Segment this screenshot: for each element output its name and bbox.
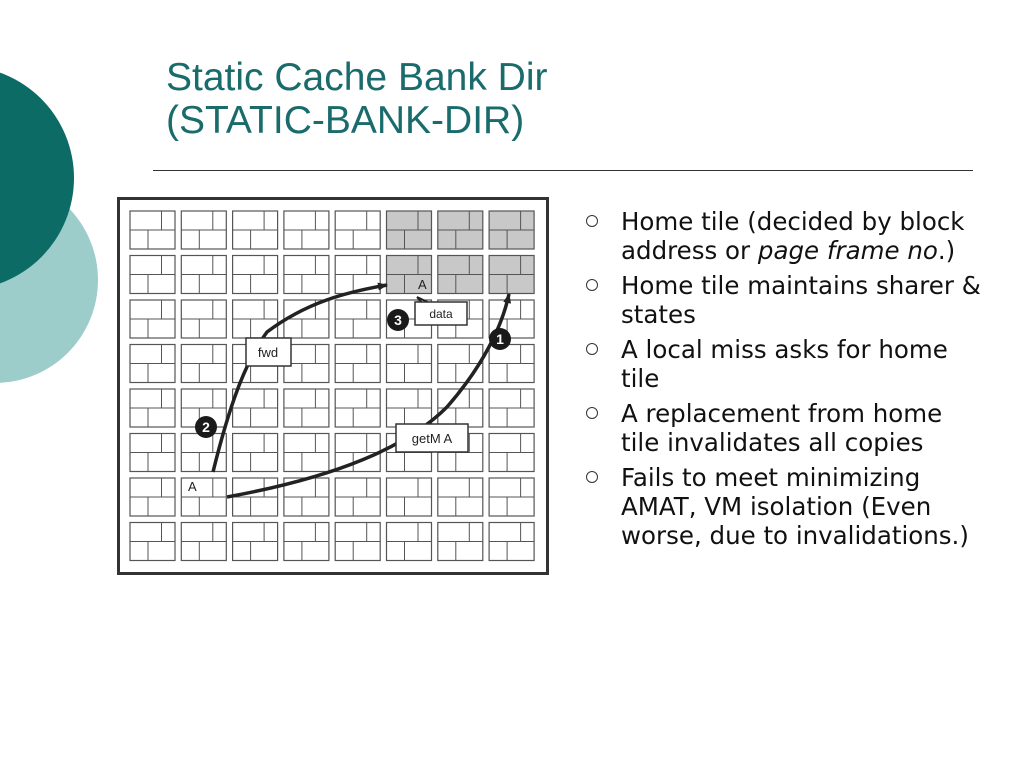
cache-tile [438,345,483,383]
cache-tile [130,389,175,427]
cache-tile [335,389,380,427]
cache-tile [181,300,226,338]
svg-text:2: 2 [202,419,210,435]
cache-tile [181,211,226,249]
cache-tile [489,256,534,294]
cache-tile [438,523,483,561]
cache-tile [489,389,534,427]
getm-label [396,424,468,452]
cache-tile [284,389,329,427]
cache-tile [233,256,278,294]
cache-tile [489,434,534,472]
cache-tile [335,211,380,249]
cache-tile [284,256,329,294]
requester-tag: A [188,479,197,494]
cache-tile [233,300,278,338]
cache-tile [387,389,432,427]
bullet-item [586,463,986,550]
cache-tile [335,523,380,561]
bullet-marker-icon [586,279,598,291]
cache-tile [335,478,380,516]
cache-tile [438,256,483,294]
cache-tile [387,211,432,249]
data-label [415,302,467,325]
cache-tile [387,345,432,383]
cache-tile [181,256,226,294]
slide-title [166,56,548,142]
cache-tile [130,256,175,294]
step-badge-2 [195,416,217,438]
bullet-text: A replacement from home tile invalidates all copies [621,399,943,457]
cache-tile [335,300,380,338]
bullet-text: A local miss asks for home tile [621,335,948,393]
bullet-list [586,207,986,556]
svg-text:getM A: getM A [411,431,453,446]
cache-tile [233,389,278,427]
bullet-text: Home tile (decided by block address or [621,207,965,265]
cache-tile [438,211,483,249]
cache-tile [489,523,534,561]
svg-text:fwd: fwd [257,345,279,360]
svg-text:data: data [429,307,453,321]
cache-tile [233,211,278,249]
tiled-cache-diagram [117,197,549,575]
bullet-text: Home tile maintains sharer & states [621,271,981,329]
cache-tile [130,523,175,561]
bullet-text-end: .) [937,236,956,265]
cache-tile [284,434,329,472]
cache-tile [387,523,432,561]
cache-tile [233,523,278,561]
svg-text:3: 3 [394,312,402,328]
title-line-1: Static Cache Bank Dir [166,56,548,99]
cache-tile [130,300,175,338]
home-tag: A [418,277,427,292]
bullet-item [586,399,986,457]
cache-tile [335,345,380,383]
bullet-item [586,207,986,265]
bullet-text-italic: page frame no [757,236,938,265]
fwd-label [246,338,291,366]
bullet-marker-icon [586,471,598,483]
cache-tile [489,211,534,249]
cache-tile [130,345,175,383]
cache-tile [438,478,483,516]
cache-tile [489,478,534,516]
cache-tile [284,211,329,249]
bullet-item [586,271,986,329]
cache-tile [181,345,226,383]
cache-tile [233,434,278,472]
cache-tile [130,211,175,249]
cache-tile [284,300,329,338]
bullet-marker-icon [586,215,598,227]
step-badge-3 [387,309,409,331]
step-badge-1 [489,328,511,350]
bullet-marker-icon [586,343,598,355]
cache-tile [489,345,534,383]
title-line-2: (STATIC-BANK-DIR) [166,99,525,142]
bullet-item [586,335,986,393]
cache-tile [387,478,432,516]
diagram-frame [119,199,548,574]
decorative-circles [0,0,110,420]
bullet-marker-icon [586,407,598,419]
cache-tile [130,478,175,516]
cache-tile [130,434,175,472]
title-divider [153,170,973,171]
cache-tile [284,523,329,561]
svg-text:1: 1 [496,331,504,347]
cache-tile [181,523,226,561]
bullet-text: Fails to meet minimizing AMAT, VM isolation (Even worse, due to invalidations.) [621,463,969,550]
cache-tile [233,478,278,516]
